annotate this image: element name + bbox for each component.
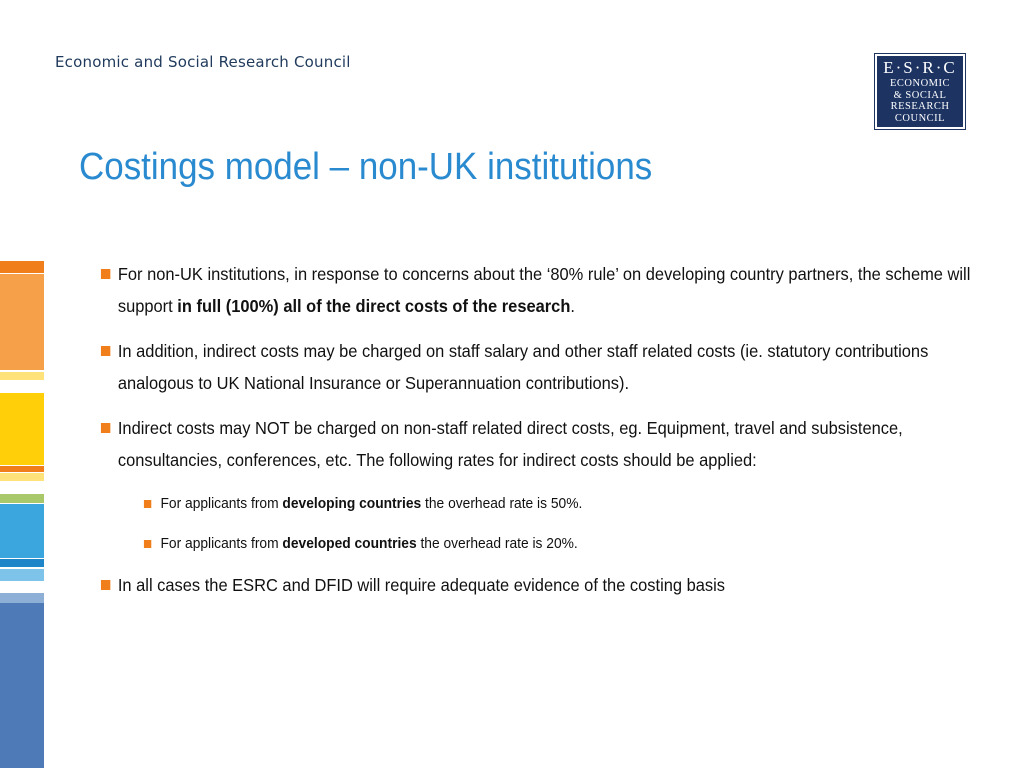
square-bullet-icon — [101, 269, 110, 279]
bullet-text: For non-UK institutions, in response to concerns about the ‘80% rule’ on developing country partners, the scheme will support — [117, 264, 971, 316]
sub-bullet-developed-countries — [143, 533, 804, 555]
bullet-text-end: . — [570, 296, 575, 316]
logo-line-1: E·S·R·C — [883, 58, 957, 77]
bullet-indirect-not-charged — [100, 412, 992, 476]
stripe-blue-light — [0, 569, 44, 581]
logo-line-4: RESEARCH — [890, 101, 950, 112]
stripe-orange — [0, 274, 44, 370]
slide-content — [100, 258, 980, 614]
bullet-full-direct-costs — [100, 258, 992, 322]
square-bullet-icon — [101, 346, 110, 356]
square-bullet-icon — [144, 500, 151, 508]
sub-bullet-text-end: the overhead rate is 50%. — [421, 495, 583, 512]
bullet-text: Indirect costs may NOT be charged on non-staff related direct costs, eg. Equipment, travel and subsistence, consultancies, conferences, etc. The following rates for indirect costs should be applied: — [117, 418, 903, 470]
square-bullet-icon — [101, 580, 110, 590]
sub-bullet-developing-countries — [143, 493, 804, 515]
logo-line-3: & SOCIAL — [893, 89, 947, 101]
stripe-grey-blue — [0, 593, 44, 603]
stripe-yellow-thin — [0, 473, 44, 481]
slide-title: Costings model – non-UK institutions — [79, 146, 653, 188]
logo-line-5: COUNCIL — [894, 112, 946, 124]
stripe-blue-dark — [0, 559, 44, 567]
bullet-bold-text: in full (100%) all of the direct costs of the research — [177, 296, 571, 316]
stripe-blue — [0, 504, 44, 558]
stripe-orange-thin — [0, 466, 44, 472]
esrc-logo — [875, 54, 965, 129]
org-name-header: Economic and Social Research Council — [55, 53, 351, 71]
bullet-text: In addition, indirect costs may be charged on staff salary and other staff related costs (ie. statutory contributions analogous to UK National Insurance or Superannuation contributions). — [117, 341, 929, 393]
square-bullet-icon — [144, 540, 151, 548]
bullet-text: In all cases the ESRC and DFID will require adequate evidence of the costing basis — [117, 575, 726, 595]
bullet-indirect-staff-costs — [100, 335, 992, 399]
sub-bullet-bold-text: developing countries — [282, 495, 422, 512]
sub-bullet-text-end: the overhead rate is 20%. — [416, 535, 578, 552]
stripe-yellow-light — [0, 372, 44, 380]
stripe-orange-dark — [0, 261, 44, 273]
stripe-yellow — [0, 393, 44, 465]
square-bullet-icon — [101, 423, 110, 433]
bullet-evidence-costing — [100, 569, 992, 601]
stripe-navy — [0, 603, 44, 768]
sub-bullet-text: For applicants from — [160, 495, 283, 512]
stripe-green — [0, 494, 44, 503]
sub-bullet-bold-text: developed countries — [282, 535, 417, 552]
decorative-side-stripes — [0, 261, 44, 768]
sub-bullet-text: For applicants from — [160, 535, 283, 552]
logo-line-2: ECONOMIC — [889, 78, 950, 89]
